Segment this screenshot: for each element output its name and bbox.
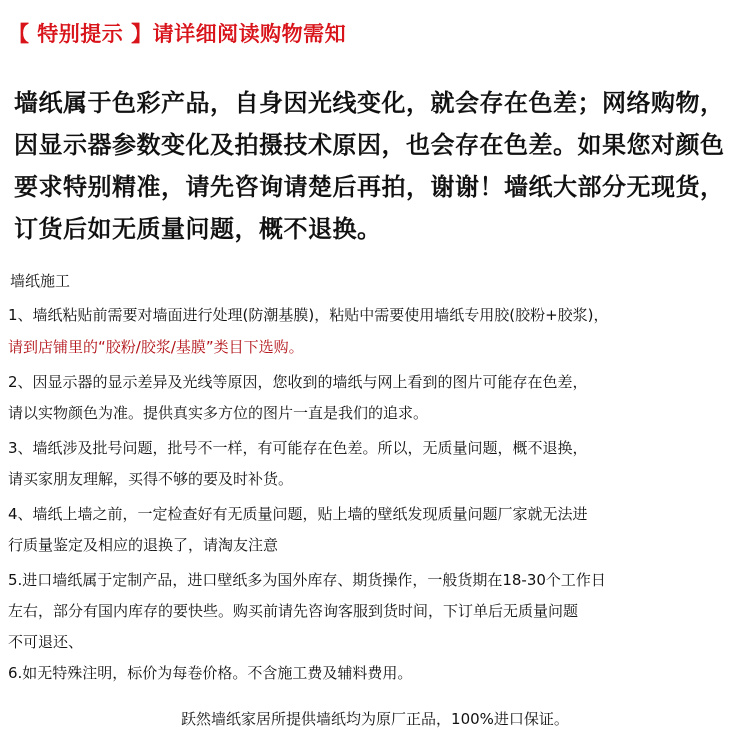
list-line: 3、墙纸涉及批号问题，批号不一样，有可能存在色差。所以，无质量问题，概不退换， — [8, 439, 588, 457]
intro-line: 墙纸属于色彩产品，自身因光线变化，就会存在色差；网络购物， — [14, 89, 725, 117]
list-line: 左右，部分有国内库存的要快些。购买前请先咨询客服到货时间，下订单后无质量问题 — [8, 602, 579, 620]
list-line: 1、墙纸粘贴前需要对墙面进行处理(防潮基膜)，粘贴中需要使用墙纸专用胶(胶粉+胶浆)， — [8, 306, 609, 324]
intro-paragraph — [14, 82, 736, 250]
list-line: 2、因显示器的显示差异及光线等原因，您收到的墙纸与网上看到的图片可能存在色差， — [8, 373, 588, 391]
installation-list — [8, 300, 744, 689]
intro-line: 因显示器参数变化及拍摄技术原因，也会存在色差。如果您对颜色 — [14, 131, 725, 159]
installation-title: 墙纸施工 — [10, 272, 71, 290]
list-line: 请以实物颜色为准。提供真实多方位的图片一直是我们的追求。 — [8, 404, 429, 422]
list-line: 5.进口墙纸属于定制产品，进口壁纸多为国外库存、期货操作，一般货期在18-30个工作日 — [8, 571, 606, 589]
highlight-line: 请到店铺里的“胶粉/胶浆/基膜”类目下选购。 — [8, 338, 304, 356]
list-line: 不可退还、 — [8, 633, 84, 651]
footer-guarantee: 跃然墙纸家居所提供墙纸均为原厂正品，100%进口保证。 — [181, 710, 569, 728]
intro-line: 订货后如无质量问题，概不退换。 — [14, 215, 382, 243]
list-line: 6.如无特殊注明，标价为每卷价格。不含施工费及辅料费用。 — [8, 664, 413, 682]
intro-line: 要求特别精准，请先咨询请楚后再拍，谢谢！墙纸大部分无现货， — [14, 173, 725, 201]
notice-header: 【 特别提示 】请详细阅读购物需知 — [8, 22, 347, 46]
list-line: 行质量鉴定及相应的退换了，请淘友注意 — [8, 536, 279, 554]
list-line: 请买家朋友理解，买得不够的要及时补货。 — [8, 470, 294, 488]
list-line: 4、墙纸上墙之前，一定检查好有无质量问题，贴上墙的壁纸发现质量问题厂家就无法进 — [8, 505, 588, 523]
